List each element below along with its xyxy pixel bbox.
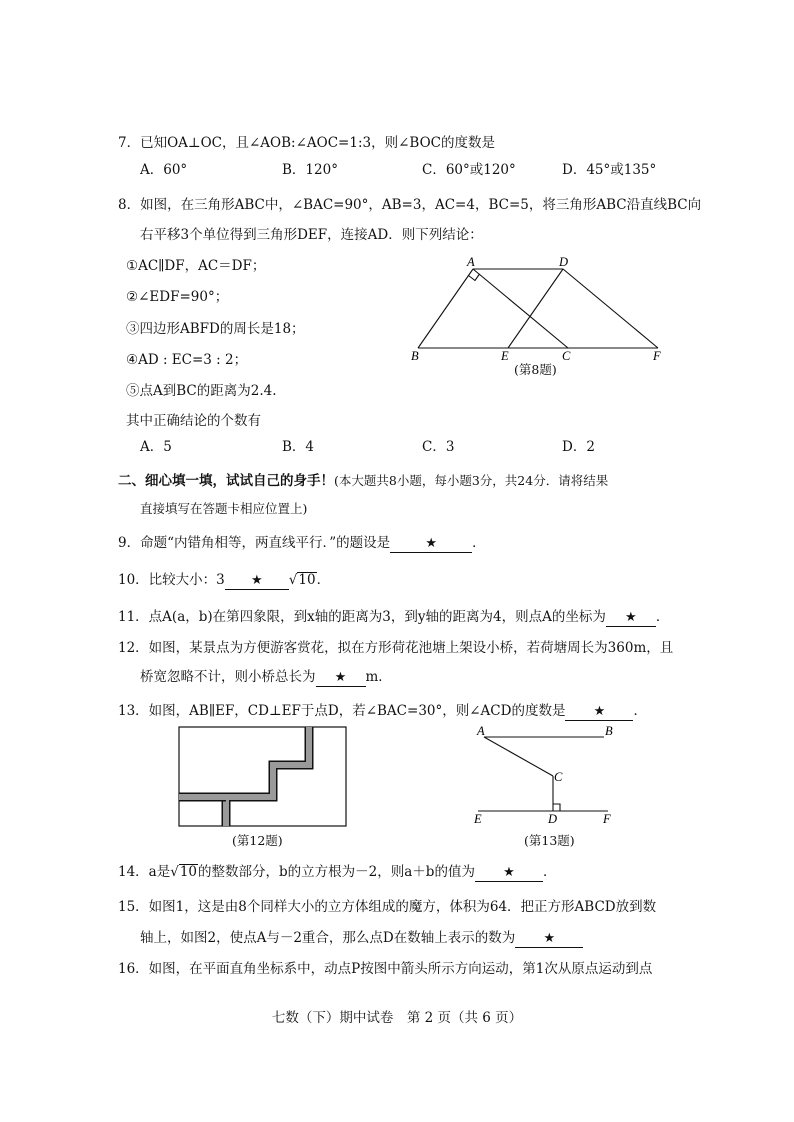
q14-end: ． [542,864,557,880]
q12-answer-blank[interactable] [316,669,366,687]
q8-segment-df [563,269,658,348]
q7-option-d: D．45°或135° [562,162,657,178]
q13-segment-ac [484,737,553,776]
q7-stem: 7．已知OA⊥OC，且∠AOB:∠AOC=1:3，则∠BOC的度数是 [118,135,495,151]
q12-line2 [140,668,392,687]
q11 [118,608,669,627]
q8-option-c: C．3 [422,439,455,455]
q13-figure [470,720,620,830]
q10-answer-blank[interactable] [225,572,289,590]
q13-answer-blank[interactable] [565,703,633,721]
pond-outline [179,727,346,826]
q8-conclusion-3: ③四边形ABFD的周长是18； [126,321,305,337]
star-icon: ★ [425,536,437,551]
section2-title: 二、细心填一填，试试自己的身手！ [118,473,334,489]
q8-segment-de [508,269,563,348]
q15-text: 轴上，如图2，使点A与－2重合，那么点D在数轴上表示的数为 [140,930,516,946]
q12-unit: m． [365,669,392,685]
q15-line2 [140,929,583,948]
q12-line1: 12．如图，某景点为方便游客赏花，拟在方形荷花池塘上架设小桥，若荷塘周长为360m，且 [118,640,674,656]
q8-conclusion-4: ④AD : EC=3 : 2； [126,352,248,368]
q14-text-b: 的整数部分，b的立方根为－2，则a＋b的值为 [198,864,475,880]
q14-answer-blank[interactable] [475,864,543,882]
q7-option-a: A．60° [140,162,188,178]
page-footer: 七数（下）期中试卷 第 2 页（共 6 页） [271,1010,523,1026]
q9-answer-blank[interactable] [390,535,472,553]
q13-label-e: E [474,812,482,826]
q11-end: ． [655,609,670,625]
q8-option-a: A．5 [140,439,172,455]
star-icon: ★ [593,704,606,719]
q9 [118,534,486,553]
star-icon: ★ [625,610,637,625]
q10-radicand: 10 [298,572,316,588]
q8-option-b: B．4 [282,439,315,455]
q8-segment-ac [473,269,568,348]
q8-segment-ab [418,269,473,348]
q7-option-b: B．120° [282,162,338,178]
q8-option-d: D．2 [562,439,595,455]
q8-caption: (第8题) [514,362,557,377]
q14-text-a: 14．a是 [118,864,171,880]
q10-text: 10．比较大小：3 [118,572,225,588]
q13-label-a: A [477,724,485,738]
q8-label-c: C [562,349,571,363]
q7-option-c: C．60°或120° [422,162,516,178]
section2-note-line2: 直接填写在答题卡相应位置上) [140,501,308,516]
q8-question: 其中正确结论的个数有 [126,413,261,429]
q14 [118,863,556,882]
q14-radicand: 10 [179,864,198,880]
q8-label-a: A [467,255,475,269]
q9-end: ． [472,535,486,551]
star-icon: ★ [503,865,515,880]
right-angle-mark [553,804,560,811]
q8-conclusion-5: ⑤点A到BC的距离为2.4. [126,383,277,399]
q13-label-b: B [605,724,613,738]
section2-header [118,472,608,490]
q15-answer-blank[interactable] [515,930,583,948]
section2-note-line1: (本大题共8小题，每小题3分，共24分．请将结果 [334,473,609,488]
q13-end: ． [633,703,647,719]
q8-conclusion-2: ②∠EDF=90°； [126,289,229,305]
star-icon: ★ [543,931,556,946]
q16-line1: 16．如图，在平面直角坐标系中，动点P按图中箭头所示方向运动，第1次从原点运动到点 [118,961,653,977]
star-icon: ★ [250,573,263,588]
sqrt-icon: √ [170,864,179,880]
q11-text: 11．点A(a，b)在第四象限，到x轴的距离为3，到y轴的距离为4，则点A的坐标为 [118,609,606,625]
q10-end: ． [316,572,331,588]
q8-stem-line1: 8．如图，在三角形ABC中，∠BAC=90°，AB=3，AC=4，BC=5，将三角形ABC沿直线BC向 [118,197,702,213]
q8-label-f: F [653,349,661,363]
q13-label-c: C [554,770,563,784]
q11-answer-blank[interactable] [606,609,656,627]
q13-caption: (第13题) [524,833,575,848]
q12-figure [178,726,348,828]
q8-conclusion-1: ①AC∥DF，AC＝DF； [126,258,266,274]
star-icon: ★ [334,670,347,685]
q8-label-b: B [411,349,419,363]
q12-text: 桥宽忽略不计，则小桥总长为 [140,669,316,685]
q13-label-d: D [548,812,558,826]
q13-text: 13．如图，AB∥EF，CD⊥EF于点D，若∠BAC=30°，则∠ACD的度数是 [118,703,566,719]
q12-caption: (第12题) [232,833,283,848]
q8-label-d: D [559,255,569,269]
sqrt-icon: √ [288,572,298,588]
q9-text: 9．命题“内错角相等，两直线平行．”的题设是 [118,535,391,551]
q8-label-e: E [501,349,509,363]
q15-line1: 15．如图1，这是由8个同样大小的立方体组成的魔方，体积为64．把正方形ABCD放到数 [118,899,657,915]
q13 [118,702,647,721]
q8-stem-line2: 右平移3个单位得到三角形DEF，连接AD．则下列结论： [140,227,483,243]
right-angle-mark [469,274,480,281]
q13-label-f: F [603,812,611,826]
q10 [118,571,330,590]
